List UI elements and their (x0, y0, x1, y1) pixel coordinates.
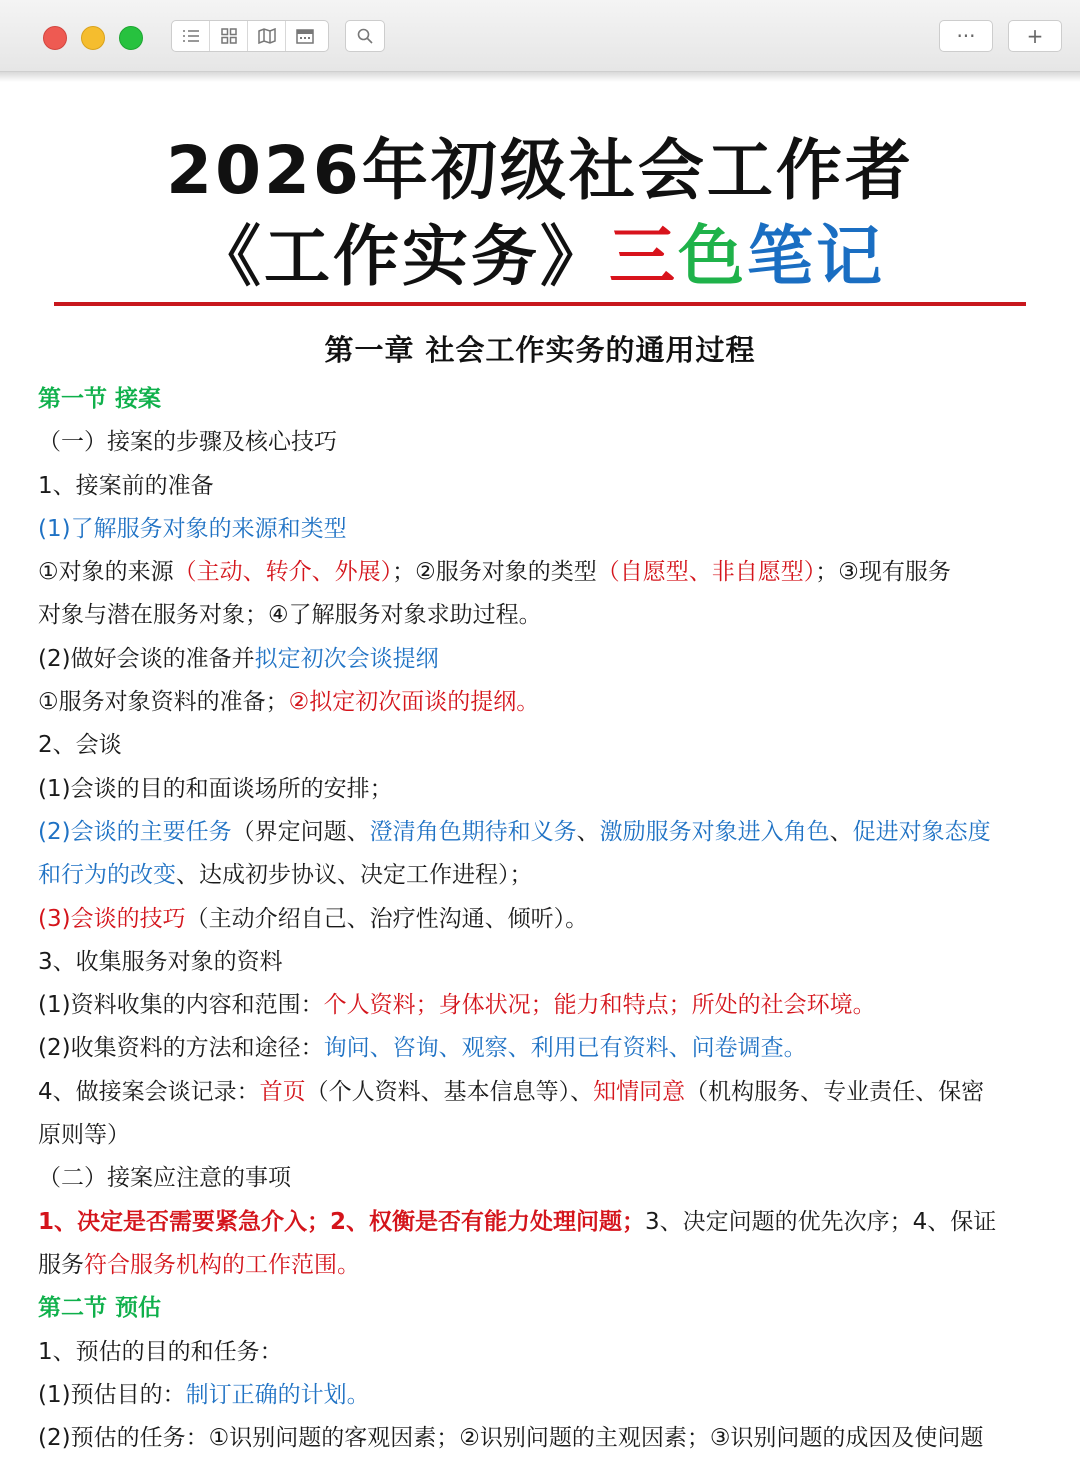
note-text: 促进对象态度 (852, 818, 991, 845)
note-line (38, 1114, 1042, 1157)
note-text: 1、决定是否需要紧急介入；2、权衡是否有能力处理问题； (38, 1208, 646, 1235)
grid-icon (221, 28, 237, 44)
note-text: 首页 (259, 1078, 306, 1105)
minimize-window-button[interactable] (81, 26, 105, 50)
grid-view-button[interactable] (210, 21, 248, 51)
note-text: 知情同意 (593, 1078, 686, 1105)
note-line (38, 854, 1042, 897)
note-text: ②拟定初次面谈的提纲。 (288, 689, 540, 716)
list-icon (182, 28, 200, 44)
notes-body (38, 378, 1042, 1460)
note-text: 拟定初次会谈提纲 (254, 645, 439, 672)
calendar-icon (296, 28, 314, 44)
note-text: （界定问题、 (231, 818, 370, 845)
ellipsis-icon: ··· (956, 24, 976, 48)
note-text: (2)会谈的主要任务 (38, 818, 232, 845)
note-line (38, 378, 1042, 421)
note-line (38, 1157, 1042, 1200)
note-text: (1)资料收集的内容和范围： (38, 992, 324, 1019)
zoom-window-button[interactable] (119, 26, 143, 50)
title-divider (54, 302, 1026, 306)
list-view-button[interactable] (172, 21, 210, 51)
document-title (0, 128, 1080, 300)
add-button[interactable] (1008, 20, 1062, 52)
more-options-button[interactable] (939, 20, 993, 52)
note-text: 激励服务对象进入角色 (599, 818, 830, 845)
note-text: ①服务对象资料的准备； (38, 689, 289, 716)
note-line (38, 508, 1042, 551)
note-text: (2)预估的任务：①识别问题的客观因素；②识别问题的主观因素；③识别问题的成因及使问题 (38, 1425, 984, 1452)
chapter-heading: 第一章 社会工作实务的通用过程 (324, 333, 756, 367)
note-line (38, 811, 1042, 854)
note-line (38, 1374, 1042, 1417)
note-text: 对象与潜在服务对象；④了解服务对象求助过程。 (38, 602, 542, 629)
note-line (38, 898, 1042, 941)
note-text: 符合服务机构的工作范围。 (84, 1251, 360, 1278)
note-text: 1、接案前的准备 (38, 472, 214, 499)
note-text: （主动、转介、外展） (173, 559, 393, 586)
note-text: 3、决定问题的优先次序；4、保证 (645, 1208, 997, 1235)
note-text: ；②服务对象的类型 (392, 559, 597, 586)
note-text: ①对象的来源 (38, 559, 174, 586)
note-text: 3、收集服务对象的资料 (38, 948, 283, 975)
note-line (38, 551, 1042, 594)
note-text: (2)做好会谈的准备并 (38, 645, 255, 672)
search-button[interactable] (345, 20, 385, 52)
note-text: 2、会谈 (38, 732, 122, 759)
note-text: (2)收集资料的方法和途径： (38, 1035, 324, 1062)
note-text: 制订正确的计划。 (185, 1381, 370, 1408)
note-text: 服务 (38, 1251, 84, 1278)
note-text: ；③现有服务 (815, 559, 951, 586)
window-toolbar (0, 0, 1080, 72)
title-prefix: 《工作实务》 (195, 218, 609, 295)
note-text: 个人资料；身体状况；能力和特点；所处的社会环境。 (323, 992, 876, 1019)
note-text: 原则等） (38, 1122, 130, 1149)
search-icon (357, 28, 373, 44)
note-line (38, 941, 1042, 984)
note-text: （自愿型、非自愿型） (596, 559, 816, 586)
note-line (38, 768, 1042, 811)
map-view-button[interactable] (248, 21, 286, 51)
note-text: 澄清角色期待和义务 (369, 818, 577, 845)
calendar-view-button[interactable] (286, 21, 324, 51)
title-green-char: 色 (678, 218, 747, 295)
note-line (38, 465, 1042, 508)
note-text: 、 (829, 818, 853, 845)
note-text: 、达成初步协议、决定工作进程）； (176, 862, 533, 889)
title-line-1: 2026年初级社会工作者 (166, 132, 914, 209)
note-text: 第一节 接案 (38, 386, 162, 412)
note-text: （个人资料、基本信息等）、 (305, 1078, 594, 1105)
view-mode-segment (171, 20, 329, 52)
note-line (38, 1027, 1042, 1070)
title-blue-chars: 笔记 (747, 218, 885, 295)
note-line (38, 724, 1042, 767)
note-text: （二）接案应注意的事项 (38, 1165, 291, 1192)
plus-icon: + (1026, 24, 1044, 48)
note-line (38, 1071, 1042, 1114)
note-text: (1)会谈的目的和面谈场所的安排； (38, 775, 393, 802)
toolbar-shadow (0, 72, 1080, 82)
note-text: 4、做接案会谈记录： (38, 1078, 260, 1105)
title-line-2 (0, 214, 1080, 300)
note-text: 和行为的改变 (38, 862, 176, 889)
note-text: （一）接案的步骤及核心技巧 (38, 429, 337, 456)
note-line (38, 421, 1042, 464)
note-line (38, 1331, 1042, 1374)
note-text: 询问、咨询、观察、利用已有资料、问卷调查。 (323, 1035, 807, 1062)
note-line (38, 1287, 1042, 1330)
note-line (38, 1417, 1042, 1460)
note-text: 1、预估的目的和任务： (38, 1338, 283, 1365)
note-text: (1)了解服务对象的来源和类型 (38, 515, 347, 542)
note-text: (1)预估目的： (38, 1381, 186, 1408)
note-line (38, 1201, 1042, 1244)
note-line (38, 1244, 1042, 1287)
title-red-char: 三 (609, 218, 678, 295)
note-text: （机构服务、专业责任、保密 (685, 1078, 985, 1105)
note-text: （主动介绍自己、治疗性沟通、倾听）。 (185, 905, 589, 932)
note-line (38, 681, 1042, 724)
note-text: (3)会谈的技巧 (38, 905, 186, 932)
note-line (38, 638, 1042, 681)
map-icon (258, 28, 276, 44)
note-line (38, 594, 1042, 637)
note-line (38, 984, 1042, 1027)
note-text: 第二节 预估 (38, 1295, 162, 1322)
note-text: 、 (576, 818, 600, 845)
close-window-button[interactable] (43, 26, 67, 50)
